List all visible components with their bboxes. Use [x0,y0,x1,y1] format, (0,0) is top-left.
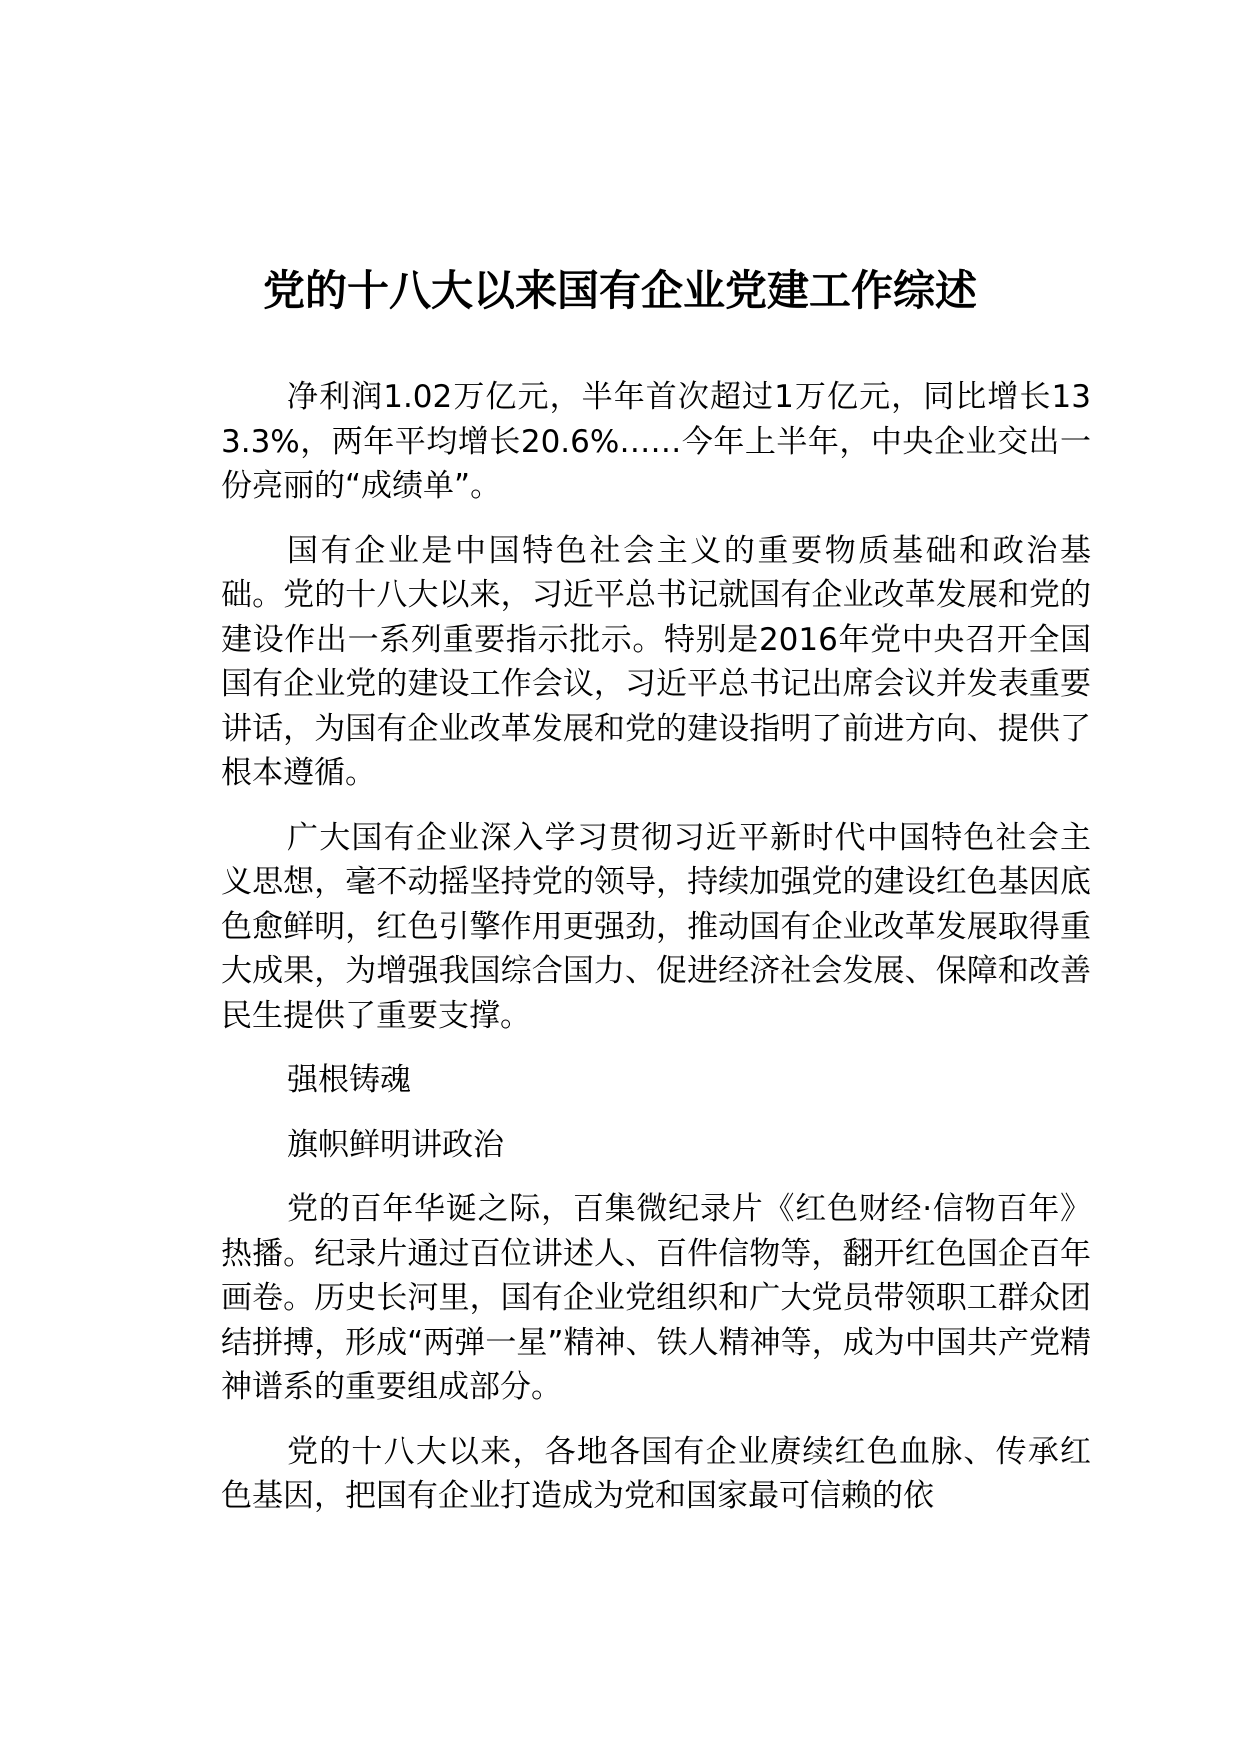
paragraph-5: 党的十八大以来，各地各国有企业赓续红色血脉、传承红色基因，把国有企业打造成为党和国家最可信赖的依 [221,1433,1091,1514]
document-body [221,375,1091,1539]
paragraph-3: 广大国有企业深入学习贯彻习近平新时代中国特色社会主义思想，毫不动摇坚持党的领导，持续加强党的建设红色基因底色愈鲜明，红色引擎作用更强劲，推动国有企业改革发展取得重大成果，为增强我国综合国力、促进经济社会发展、保障和改善民生提供了重要支撑。 [221,819,1091,1034]
document-title: 党的十八大以来国有企业党建工作综述 [262,266,977,315]
paragraph-1: 净利润1.02万亿元，半年首次超过1万亿元，同比增长133.3%，两年平均增长20.6%……今年上半年，中央企业交出一份亮丽的“成绩单”。 [221,379,1091,504]
paragraph-2: 国有企业是中国特色社会主义的重要物质基础和政治基础。党的十八大以来，习近平总书记就国有企业改革发展和党的建设作出一系列重要指示批示。特别是2016年党中央召开全国国有企业党的建设工作会议，习近平总书记出席会议并发表重要讲话，为国有企业改革发展和党的建设指明了前进方向、提供了根本遵循。 [221,532,1091,791]
section-heading: 强根铸魂 [287,1062,411,1098]
section-subheading: 旗帜鲜明讲政治 [287,1126,504,1163]
paragraph-4: 党的百年华诞之际，百集微纪录片《红色财经·信物百年》热播。纪录片通过百位讲述人、百件信物等，翻开红色国企百年画卷。历史长河里，国有企业党组织和广大党员带领职工群众团结拼搏，形成“两弹一星”精神、铁人精神等，成为中国共产党精神谱系的重要组成部分。 [221,1191,1091,1405]
